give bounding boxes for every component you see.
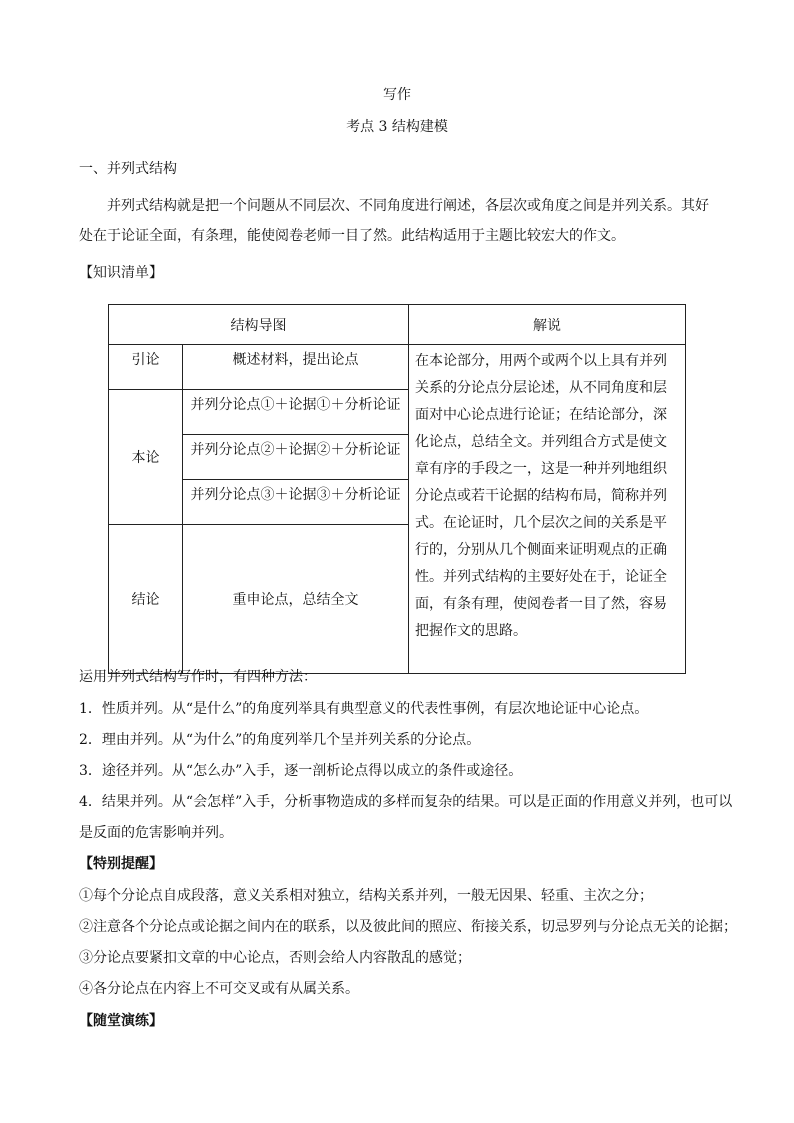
body-label: 本论 (109, 390, 183, 525)
conclusion-label: 结论 (109, 525, 183, 674)
method-item-2: 2．理由并列。从“为什么”的角度列举几个呈并列关系的分论点。 (79, 732, 481, 748)
method-item-3: 3．途径并列。从“怎么办”入手，逐一剖析论点得以成立的条件或途径。 (79, 763, 523, 779)
reminder-item-4: ④各分论点在内容上不可交叉或有从属关系。 (79, 981, 359, 997)
body-item-2: 并列分论点②＋论据②＋分析论证 (183, 435, 409, 480)
intro-label: 引论 (109, 345, 183, 390)
method-item-1: 1．性质并列。从“是什么”的角度列举具有典型意义的代表性事例，有层次地论证中心论点。 (79, 701, 649, 717)
body-item-1: 并列分论点①＋论据①＋分析论证 (183, 390, 409, 435)
page-subtitle: 考点 3 结构建模 (346, 119, 448, 135)
method-item-4: 4．结果并列。从“会怎样”入手，分析事物造成的多样而复杂的结果。可以是正面的作用意义并列，也可以 (79, 794, 733, 810)
body-item-3: 并列分论点③＋论据③＋分析论证 (183, 480, 409, 525)
table-header-row (109, 305, 686, 345)
reminder-item-1: ①每个分论点自成段落，意义关系相对独立，结构关系并列，一般无因果、轻重、主次之分； (79, 888, 653, 904)
practice-heading: 【随堂演练】 (79, 1013, 163, 1029)
table-row (109, 345, 686, 390)
reminder-heading: 【特别提醒】 (79, 856, 163, 872)
method-item-4-cont: 是反面的危害影响并列。 (79, 825, 233, 841)
explanation-cell: 在本论部分，用两个或两个以上具有并列关系的分论点分层论述，从不同角度和层面对中心论点进行论证；在结论部分，深化论点，总结全文。并列组合方式是使文章有序的手段之一，这是一种并列地组织分论点或若干论据的结构布局，简称并列式。在论证时，几个层次之间的关系是平行的，分别从几个侧面来证明观点的正确性。并列式结构的主要好处在于，论证全面，有条有理，使阅卷者一目了然，容易把握作文的思路。 (409, 345, 686, 674)
intro-paragraph: 并列式结构就是把一个问题从不同层次、不同角度进行阐述，各层次或角度之间是并列关系。其好处在于论证全面，有条理，能使阅卷老师一目了然。此结构适用于主题比较宏大的作文。 (79, 198, 709, 244)
reminder-item-3: ③分论点要紧扣文章的中心论点，否则会给人内容散乱的感觉； (79, 950, 471, 966)
page-title: 写作 (383, 87, 411, 103)
header-structure: 结构导图 (109, 305, 409, 345)
knowledge-heading: 【知识清单】 (79, 265, 163, 281)
reminder-item-2: ②注意各个分论点或论据之间内在的联系，以及彼此间的照应、衔接关系，切忌罗列与分论点无关的论据； (79, 919, 737, 935)
methods-lead: 运用并列式结构写作时，有四种方法： (79, 669, 317, 685)
section-heading: 一、并列式结构 (79, 161, 177, 177)
header-explanation: 解说 (409, 305, 686, 345)
intro-content: 概述材料，提出论点 (183, 345, 409, 390)
structure-table (108, 304, 686, 674)
conclusion-content: 重申论点，总结全文 (183, 525, 409, 674)
